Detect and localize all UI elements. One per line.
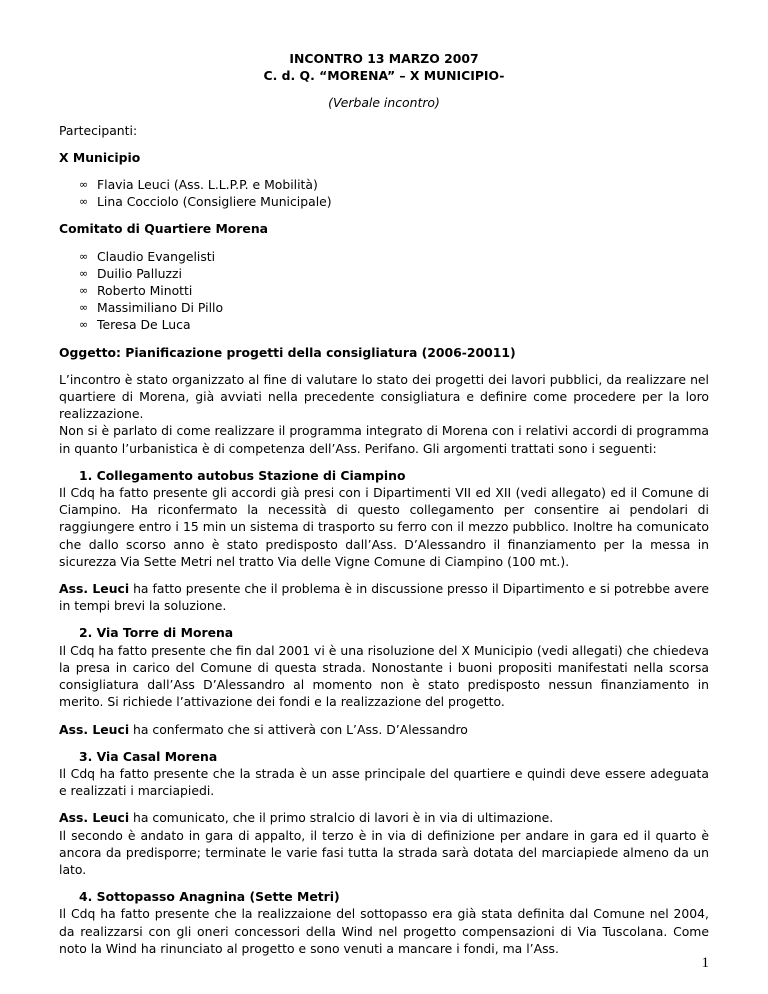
document-title: INCONTRO 13 MARZO 2007 — [289, 51, 479, 66]
item-reply-extra: Il secondo è andato in gara di appalto, il terzo è in via di definizione per andare in gara ed il quarto è ancora da predisporre; terminate le varie fasi tutta la strada sarà dotata del marciapiede almeno da un lato. — [59, 827, 709, 877]
item-title: 2. Via Torre di Morena — [79, 625, 234, 641]
list-item: ∞ Lina Cocciolo (Consigliere Municipale) — [79, 193, 709, 210]
comitato-list — [59, 248, 709, 334]
item-title: 4. Sottopasso Anagnina (Sette Metri) — [79, 889, 340, 905]
municipio-list — [59, 176, 709, 210]
list-item: ∞ Massimiliano Di Pillo — [79, 299, 709, 316]
reply-text: ha fatto presente che il problema è in discussione presso il Dipartimento e si potrebbe avere in tempi brevi la soluzione. — [59, 581, 709, 614]
item-reply — [59, 580, 709, 614]
municipio-heading: X Municipio — [59, 149, 141, 165]
document-subtitle-cdq: C. d. Q. “MORENA” – X MUNICIPIO- — [263, 68, 505, 84]
reply-name: Ass. Leuci — [59, 721, 130, 737]
oggetto-heading: Oggetto: Pianificazione progetti della consigliatura (2006-20011) — [59, 344, 516, 360]
page-number: 1 — [701, 955, 709, 971]
list-item: ∞ Duilio Palluzzi — [79, 265, 709, 282]
list-item: ∞ Roberto Minotti — [79, 282, 709, 299]
item-title: 1. Collegamento autobus Stazione di Ciampino — [79, 467, 406, 483]
comitato-heading: Comitato di Quartiere Morena — [59, 221, 268, 237]
list-item: ∞ Flavia Leuci (Ass. L.L.P.P. e Mobilità) — [79, 176, 709, 193]
item-reply — [59, 809, 709, 826]
item-text: Il Cdq ha fatto presente gli accordi già presi con i Dipartimenti VII ed XII (vedi allegato) ed il Comune di Ciampino. Ha riconfermato la necessità di questo collegamento per consentire ai pendolari di raggiungere entro i 15 min un sistema di trasporto su ferro con il mezzo pubblico. Inoltre ha comunicato che dallo scorso anno è stato predisposto dall’Ass. D’Alessandro il finanziamento per la messa in sicurezza Via Sette Metri nel tratto Via delle Vigne Comune di Ciampino (100 mt.). — [59, 485, 709, 569]
intro-paragraph: L’incontro è stato organizzato al fine di valutare lo stato dei progetti dei lavori pubblici, da realizzare nel quartiere di Morena, già avviati nella precedente consigliatura e definire come procedere per la loro realizzazione. — [59, 371, 709, 422]
reply-name: Ass. Leuci — [59, 810, 130, 826]
item-text: Il Cdq ha fatto presente che fin dal 2001 vi è una risoluzione del X Municipio (vedi allegati) che chiedeva la presa in carico del Comune di questa strada. Nonostante i buoni propositi manifestati nella scorsa consigliatura dall’Ass D’Alessandro al momento non è stato predisposto nessun finanziamento in merito. Si richiede l’attivazione dei fondi e la realizzazione del progetto. — [59, 642, 709, 710]
item-reply — [59, 721, 709, 738]
item-text: Il Cdq ha fatto presente che la strada è un asse principale del quartiere e quindi deve essere adeguata e realizzati i marciapiedi. — [59, 765, 709, 799]
intro-paragraph: Non si è parlato di come realizzare il programma integrato di Morena con i relativi accordi di programma in quanto l’urbanistica è di competenza dell’Ass. Perifano. Gli argomenti trattati sono i seguenti: — [59, 423, 709, 456]
item-title: 3. Via Casal Morena — [79, 748, 218, 764]
reply-text: ha comunicato, che il primo stralcio di lavori è in via di ultimazione. — [129, 810, 554, 826]
item-text: Il Cdq ha fatto presente che la realizzaione del sottopasso era già stata definita dal Comune nel 2004, da realizzarsi con gli oneri concessori della Wind nel progetto compensazioni di Via Tuscolana. Come noto la Wind ha rinunciato al progetto e sono venuti a mancare i fondi, ma l’Ass. — [59, 906, 709, 956]
reply-text: ha confermato che si attiverà con L’Ass. D’Alessandro — [129, 721, 468, 737]
list-item: ∞ Teresa De Luca — [79, 316, 709, 333]
reply-name: Ass. Leuci — [59, 581, 130, 597]
document-page — [59, 50, 709, 957]
participants-label: Partecipanti: — [59, 122, 138, 138]
list-item: ∞ Claudio Evangelisti — [79, 248, 709, 265]
document-note: (Verbale incontro) — [328, 95, 440, 111]
